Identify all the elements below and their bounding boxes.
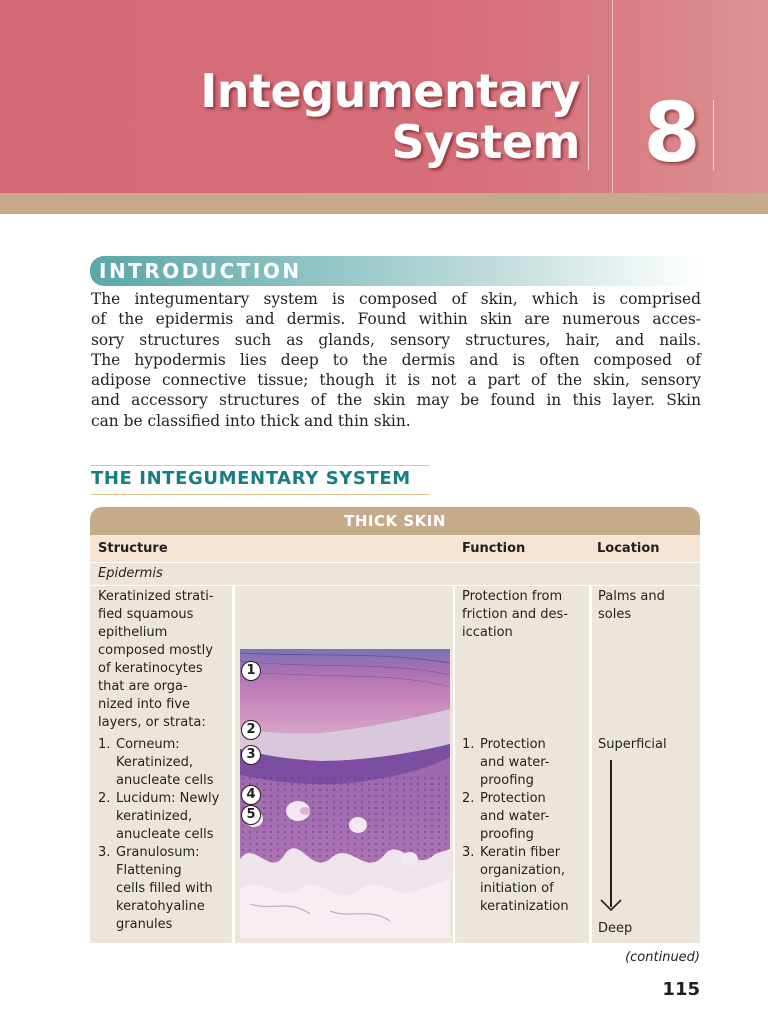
micrograph-image [240,649,450,938]
list-line: initiation of [480,881,554,896]
list-line: proofing [480,773,534,788]
micrograph-label-2: 2 [241,720,261,740]
intro-heading: INTRODUCTION [99,259,302,283]
table-subheading: Epidermis [98,566,163,581]
list-line: granules [116,917,173,932]
header-divider [612,0,613,193]
intro-line: sory structures such as glands, sensory structures, hair, and nails. [91,330,701,349]
list-line: keratinized, [116,809,193,824]
list-number: 3. [98,845,111,860]
micrograph-label-3: 3 [241,745,261,765]
list-line: cells filled with [116,881,213,896]
list-item [462,844,588,916]
function-description [462,588,588,642]
location-deep: Deep [598,921,633,936]
list-number: 1. [98,737,111,752]
page-number: 115 [662,979,700,1000]
intro-paragraph [91,289,701,431]
column-header-structure: Structure [98,541,168,556]
strata-list [98,736,232,934]
structure-line: Keratinized strati- [98,589,214,604]
list-line: and water- [480,755,550,770]
list-item [462,790,588,844]
location-cell [592,586,700,943]
structure-description [98,588,230,732]
intro-line: of the epidermis and dermis. Found within skin are numerous acces- [91,310,701,329]
list-line: anucleate cells [116,773,214,788]
table-title: THICK SKIN [90,507,700,535]
chapter-title [200,66,580,168]
list-line: organization, [480,863,565,878]
table-column-headers [90,535,700,563]
structure-line: that are orga- [98,679,188,694]
list-item [98,844,232,934]
section-title: THE INTEGUMENTARY SYSTEM [91,465,430,495]
arrow-down-icon [600,898,622,914]
list-line: anucleate cells [116,827,214,842]
list-number: 1. [462,737,475,752]
list-number: 2. [98,791,111,806]
list-item [98,790,232,844]
structure-line: epithelium [98,625,168,640]
column-header-function: Function [462,541,526,556]
title-rule [588,75,589,170]
list-line: Corneum: [116,737,180,752]
list-line: and water- [480,809,550,824]
list-line: Flattening [116,863,182,878]
list-item [98,736,232,790]
list-line: Protection [480,791,546,806]
function-line: Protection from [462,589,563,604]
micrograph-label-1: 1 [241,661,261,681]
number-rule [713,100,714,170]
micrograph-label-4: 4 [241,785,261,805]
list-line: keratinization [480,899,569,914]
intro-line: The integumentary system is composed of skin, which is comprised [91,290,701,308]
structure-line: layers, or strata: [98,715,206,730]
table-subheading-row [90,563,700,587]
list-line: Protection [480,737,546,752]
column-header-location: Location [597,541,660,556]
location-line: Palms and [598,589,665,604]
intro-line: adipose connective tissue; though it is not a part of the skin, sensory [91,371,701,390]
list-line: Keratinized, [116,755,193,770]
location-description [598,588,698,624]
intro-line: can be classified into thick and thin skin. [91,411,411,430]
function-line: friction and des- [462,607,569,622]
list-item [462,736,588,790]
list-number: 3. [462,845,475,860]
chapter-title-line1: Integumentary [200,64,580,118]
list-line: keratohyaline [116,899,205,914]
structure-line: composed mostly [98,643,213,658]
continued-note: (continued) [625,950,700,965]
structure-line: nized into five [98,697,190,712]
intro-line: The hypodermis lies deep to the dermis and is often composed of [91,350,701,369]
header-band [0,193,768,214]
micrograph-label-5: 5 [241,805,261,825]
chapter-number: 8 [643,86,701,181]
depth-arrow [610,760,612,907]
list-line: proofing [480,827,534,842]
structure-line: fied squamous [98,607,194,622]
list-line: Granulosum: [116,845,200,860]
function-list [462,736,588,916]
function-line: iccation [462,625,513,640]
chapter-title-line2: System [391,115,580,169]
list-number: 2. [462,791,475,806]
location-line: soles [598,607,632,622]
skin-micrograph [240,649,450,938]
structure-line: of keratinocytes [98,661,203,676]
list-line: Lucidum: Newly [116,791,220,806]
list-line: Keratin fiber [480,845,561,860]
intro-line: and accessory structures of the skin may be found in this layer. Skin [91,391,701,410]
location-superficial: Superficial [598,737,667,752]
